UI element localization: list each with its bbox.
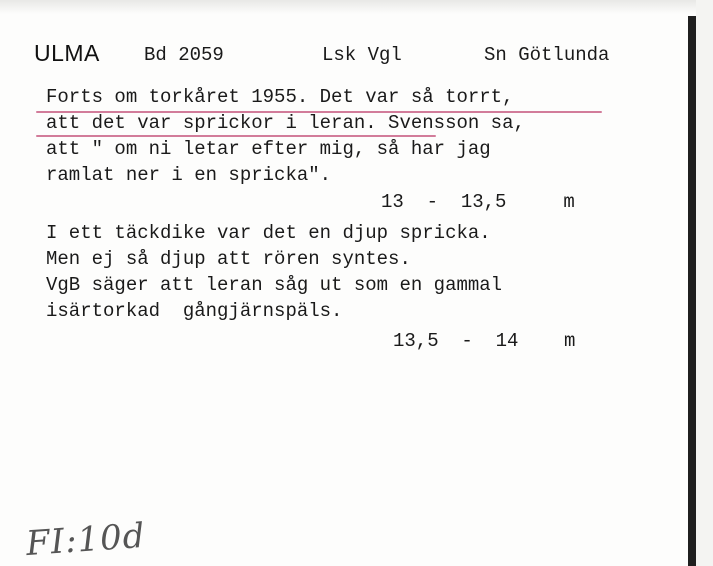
socken-field: Sn Götlunda (484, 44, 610, 66)
card-top-shadow (0, 0, 713, 14)
text-line-3: att " om ni letar efter mig, så har jag (46, 138, 491, 160)
text-line-1: Forts om torkåret 1955. Det var så torrt, (46, 86, 514, 108)
text-line-5: I ett täckdike var det en djup spricka. (46, 222, 491, 244)
handwritten-signature: FI:10d (24, 515, 147, 565)
volume-number: Bd 2059 (144, 44, 224, 66)
card-right-binding-edge (688, 16, 696, 566)
handwritten-underline-2 (36, 135, 436, 137)
text-line-2: att det var sprickor i leran. Svensson sa, (46, 112, 525, 134)
text-line-6: Men ej så djup att rören syntes. (46, 248, 411, 270)
text-line-4: ramlat ner i en spricka". (46, 164, 332, 186)
text-line-7: VgB säger att leran såg ut som en gammal (46, 274, 503, 296)
measurement-1: 13 - 13,5 m (381, 191, 575, 213)
archive-stamp: ULMA (34, 40, 100, 66)
text-line-8: isärtorkad gångjärnspäls. (46, 300, 343, 322)
measurement-2: 13,5 - 14 m (393, 330, 576, 352)
card-right-margin (696, 0, 713, 566)
landskap-field: Lsk Vgl (322, 44, 402, 66)
